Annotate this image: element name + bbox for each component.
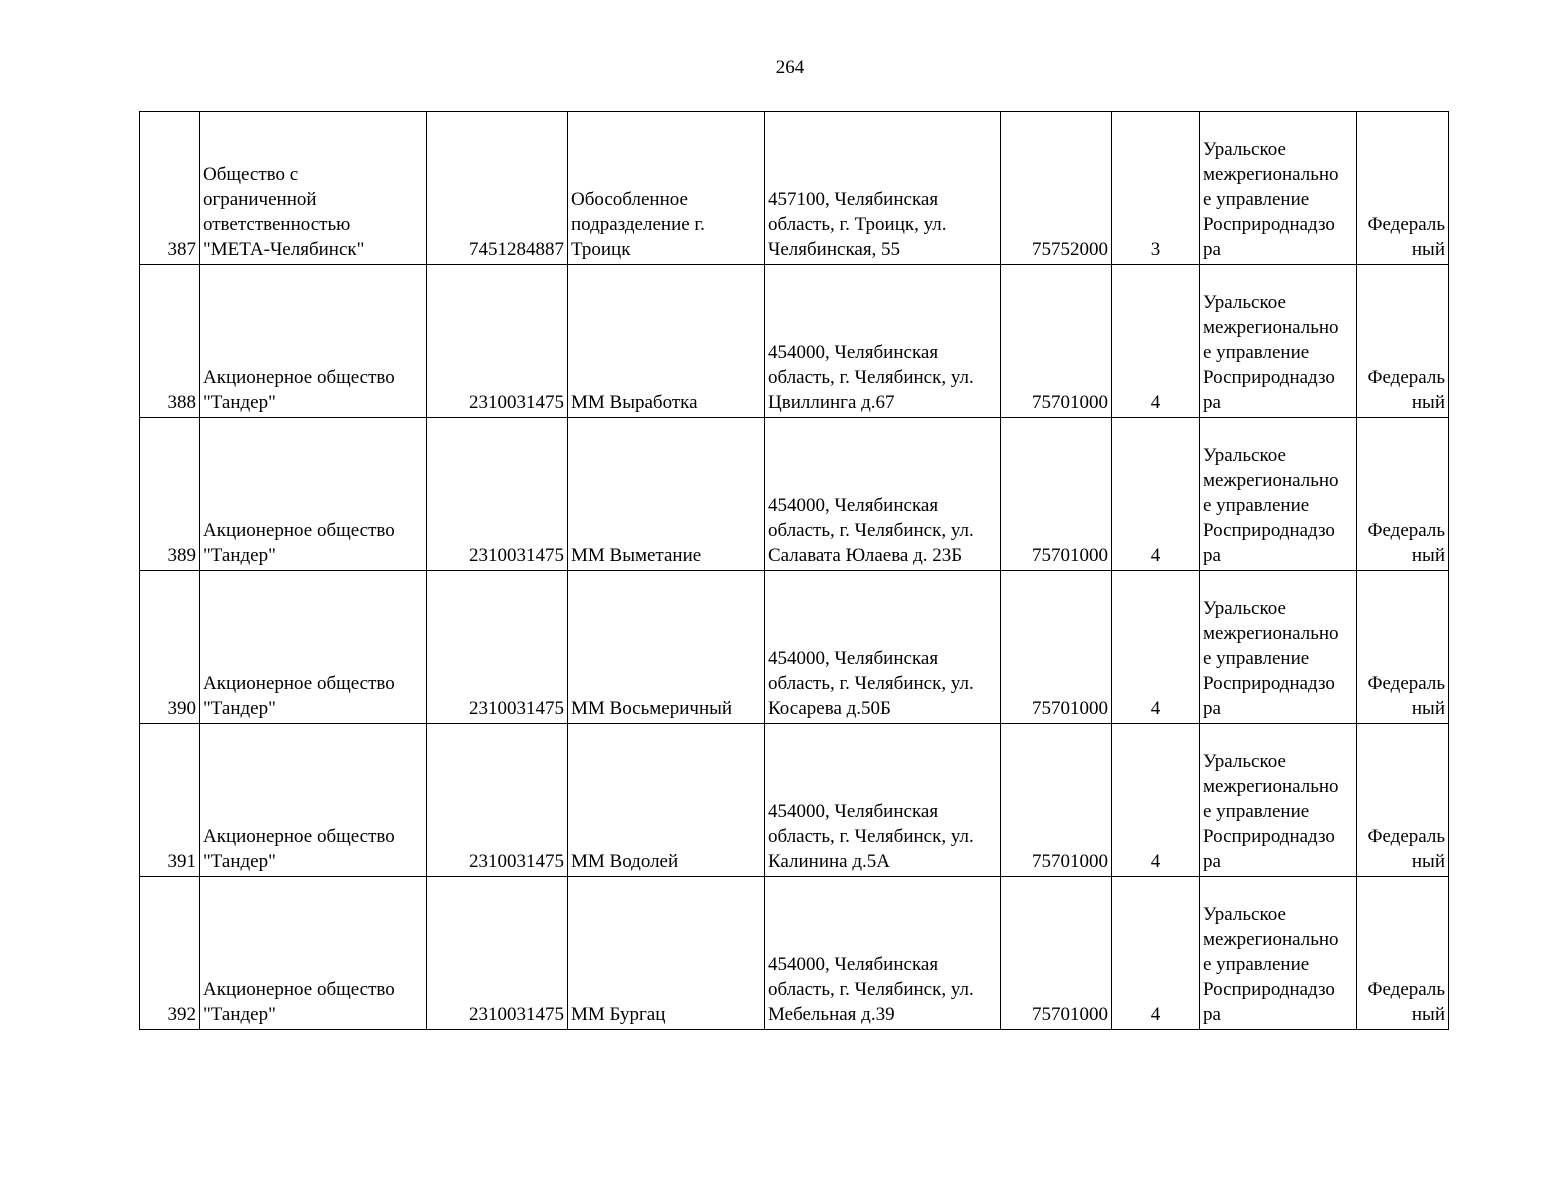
table-row [140,877,1449,1030]
category-value: 4 [1112,265,1200,418]
inn-value: 2310031475 [427,571,568,724]
supervision-level: Федераль ный [1357,877,1449,1030]
category-value: 4 [1112,724,1200,877]
organization-name: Акционерное общество "Тандер" [200,265,427,418]
supervision-level: Федераль ный [1357,571,1449,724]
object-name: ММ Водолей [568,724,765,877]
row-number: 390 [140,571,200,724]
category-value: 4 [1112,418,1200,571]
supervision-level: Федераль ный [1357,265,1449,418]
inn-value: 2310031475 [427,877,568,1030]
organization-name: Акционерное общество "Тандер" [200,571,427,724]
table-row [140,112,1449,265]
row-number: 389 [140,418,200,571]
organization-name: Общество с ограниченной ответственностью "МЕТА-Челябинск" [200,112,427,265]
oktmo-code: 75701000 [1001,418,1112,571]
supervisory-authority: Уральское межрегионально е управление Росприроднадзо ра [1200,571,1357,724]
row-number: 388 [140,265,200,418]
supervision-level: Федераль ный [1357,724,1449,877]
supervisory-authority: Уральское межрегионально е управление Росприроднадзо ра [1200,112,1357,265]
organization-name: Акционерное общество "Тандер" [200,418,427,571]
row-number: 392 [140,877,200,1030]
object-address: 454000, Челябинская область, г. Челябинск, ул. Калинина д.5А [765,724,1001,877]
page-number: 264 [775,57,805,78]
oktmo-code: 75701000 [1001,724,1112,877]
supervisory-authority: Уральское межрегионально е управление Росприроднадзо ра [1200,877,1357,1030]
table-row [140,571,1449,724]
organization-name: Акционерное общество "Тандер" [200,724,427,877]
object-address: 457100, Челябинская область, г. Троицк, ул. Челябинская, 55 [765,112,1001,265]
category-value: 4 [1112,877,1200,1030]
oktmo-code: 75701000 [1001,571,1112,724]
category-value: 3 [1112,112,1200,265]
row-number: 387 [140,112,200,265]
object-name: ММ Выметание [568,418,765,571]
inn-value: 2310031475 [427,265,568,418]
organization-name: Акционерное общество "Тандер" [200,877,427,1030]
table-row [140,418,1449,571]
oktmo-code: 75701000 [1001,265,1112,418]
inn-value: 2310031475 [427,724,568,877]
object-name: ММ Выработка [568,265,765,418]
row-number: 391 [140,724,200,877]
inn-value: 2310031475 [427,418,568,571]
object-address: 454000, Челябинская область, г. Челябинск, ул. Мебельная д.39 [765,877,1001,1030]
supervisory-authority: Уральское межрегионально е управление Росприроднадзо ра [1200,265,1357,418]
object-name: ММ Бургац [568,877,765,1030]
registry-table [139,111,1449,1030]
supervision-level: Федераль ный [1357,418,1449,571]
supervisory-authority: Уральское межрегионально е управление Росприроднадзо ра [1200,724,1357,877]
supervision-level: Федераль ный [1357,112,1449,265]
object-name: ММ Восьмеричный [568,571,765,724]
inn-value: 7451284887 [427,112,568,265]
object-address: 454000, Челябинская область, г. Челябинск, ул. Салавата Юлаева д. 23Б [765,418,1001,571]
category-value: 4 [1112,571,1200,724]
table-row [140,265,1449,418]
supervisory-authority: Уральское межрегионально е управление Росприроднадзо ра [1200,418,1357,571]
object-address: 454000, Челябинская область, г. Челябинск, ул. Цвиллинга д.67 [765,265,1001,418]
table-row [140,724,1449,877]
oktmo-code: 75752000 [1001,112,1112,265]
object-name: Обособленное подразделение г. Троицк [568,112,765,265]
object-address: 454000, Челябинская область, г. Челябинск, ул. Косарева д.50Б [765,571,1001,724]
oktmo-code: 75701000 [1001,877,1112,1030]
